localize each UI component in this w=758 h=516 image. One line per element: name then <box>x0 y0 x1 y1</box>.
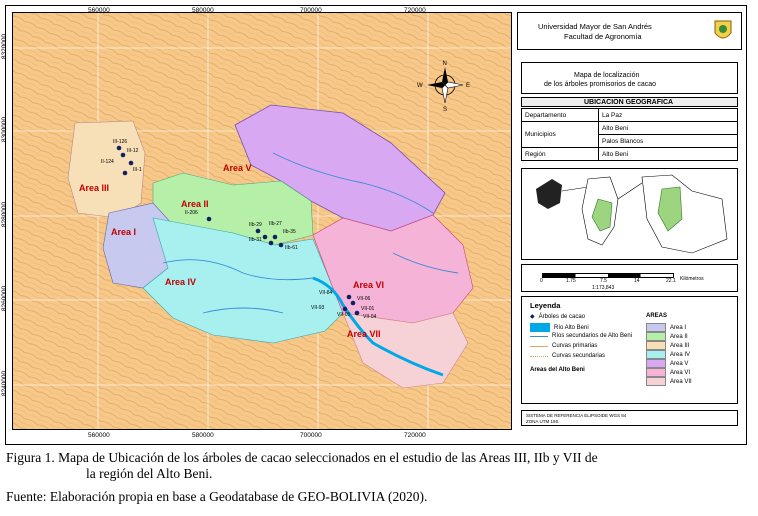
point-label: III-12 <box>127 148 139 154</box>
scale-tick: 0 <box>540 278 543 284</box>
side-panel <box>517 12 742 430</box>
map-title-line2: de los árboles promisorios de cacao <box>544 81 657 88</box>
area-v-label: Area V <box>223 163 252 173</box>
scale-tick: 1.75 <box>566 278 576 284</box>
area-iv-label: Area IV <box>165 277 197 287</box>
x-tick: 720000 <box>404 7 426 14</box>
legend-area: Area IV <box>646 350 690 359</box>
inset-map <box>522 169 737 259</box>
point-label: IIb-31 <box>249 237 262 243</box>
x-tick: 560000 <box>88 432 110 439</box>
map-title-box <box>521 62 738 94</box>
map-panel <box>12 12 512 430</box>
cacao-point <box>273 235 278 240</box>
legend-areas-region: Areas del Alto Beni <box>530 367 585 373</box>
point-label: III-1 <box>133 167 142 173</box>
y-tick: 8240000 <box>1 370 9 397</box>
area-i-label: Area I <box>111 227 137 237</box>
location-table <box>521 108 738 161</box>
cacao-point <box>347 295 352 300</box>
caption-line1: Figura 1. Mapa de Ubicación de los árboles de cacao seleccionados en el estudio de las Areas III, IIb y VII de <box>6 450 598 465</box>
crs-line1: SISTEMA DE REFERENCIA ELIPSOIDE WGS 84 <box>526 413 627 418</box>
table-value: La Paz <box>599 109 738 122</box>
legend-item: ◆ Árboles de cacao <box>530 313 585 320</box>
map-title-line1: Mapa de localización <box>574 72 640 79</box>
y-tick: 8300000 <box>1 116 9 143</box>
point-label: III-126 <box>113 139 128 145</box>
legend-area: Area VI <box>646 368 690 377</box>
scale-tick: 7.5 <box>600 278 607 284</box>
cacao-point <box>279 243 284 248</box>
legend-item: Ríos secundarios de Alto Beni <box>530 333 632 339</box>
point-label: VII-01 <box>361 306 375 312</box>
legend-area: Area I <box>646 323 686 332</box>
legend-area: Area V <box>646 359 688 368</box>
area-vi-label: Area VI <box>353 280 385 290</box>
y-tick: 8260000 <box>1 285 9 312</box>
legend-box <box>521 296 738 404</box>
crs-line2: ZONA UTM 19S <box>526 419 559 424</box>
legend-item: Curvas primarias <box>530 343 597 349</box>
x-tick: 700000 <box>300 432 322 439</box>
cacao-point <box>263 235 268 240</box>
cacao-point <box>117 146 122 151</box>
point-label: VII-06 <box>357 296 371 302</box>
point-label: II-124 <box>101 159 114 165</box>
y-tick: 8280000 <box>1 201 9 228</box>
x-tick: 700000 <box>300 7 322 14</box>
cacao-point <box>256 229 261 234</box>
university-seal-icon <box>713 19 733 43</box>
university-name: Universidad Mayor de San Andrés <box>538 22 652 31</box>
legend-item: Río Alto Beni <box>530 323 589 332</box>
compass-w: W <box>417 83 423 89</box>
scale-box <box>521 264 738 292</box>
point-label: VII-84 <box>319 290 333 296</box>
figure-caption <box>6 450 598 482</box>
scale-ratio: 1:173,843 <box>592 285 615 291</box>
cacao-point <box>351 301 356 306</box>
x-tick: 720000 <box>404 432 426 439</box>
cacao-point <box>123 171 128 176</box>
cacao-point <box>343 307 348 312</box>
table-value: Alto Beni <box>599 148 738 161</box>
caption-line2: la región del Alto Beni. <box>86 466 213 481</box>
point-label: IIb-29 <box>249 222 262 228</box>
legend-area: Area II <box>646 332 688 341</box>
figure-source: Fuente: Elaboración propia en base a Geodatabase de GEO-BOLIVIA (2020). <box>6 489 428 504</box>
area-iii-label: Area III <box>79 183 110 193</box>
scale-unit: Kilómetros <box>680 276 704 282</box>
cacao-point <box>269 241 274 246</box>
table-key: Departamento <box>522 109 599 122</box>
institution-box <box>517 12 742 50</box>
point-label: II-206 <box>185 210 198 216</box>
legend-item: Curvas secundarias <box>530 353 605 359</box>
point-label: VII-04 <box>363 314 377 320</box>
scale-bar <box>542 273 674 278</box>
ubicacion-header: UBICACION GEOGRAFICA <box>521 97 738 107</box>
faculty-name: Facultad de Agronomía <box>564 32 642 41</box>
compass-n: N <box>442 61 447 67</box>
legend-title: Leyenda <box>530 301 561 310</box>
compass-s: S <box>443 107 448 113</box>
table-key: Municipios <box>522 122 599 148</box>
cacao-point <box>121 153 126 158</box>
point-label: VII-05 <box>337 312 351 318</box>
point-label: IIb-27 <box>269 221 282 227</box>
cacao-point <box>129 161 134 166</box>
point-label: IIb-35 <box>283 229 296 235</box>
inset-map-box <box>521 168 738 260</box>
table-value: Alto Beni <box>599 122 738 135</box>
map-canvas <box>13 13 512 430</box>
point-label: VII-93 <box>311 305 325 311</box>
area-vii-label: Area VII <box>347 329 381 339</box>
table-key: Región <box>522 148 599 161</box>
legend-area: Area III <box>646 341 689 350</box>
scale-tick: 22.1 <box>666 278 676 284</box>
cacao-point <box>207 217 212 222</box>
scale-tick: 14 <box>634 278 640 284</box>
compass-e: E <box>466 83 471 89</box>
legend-areas-title: AREAS <box>646 313 668 319</box>
y-tick: 8320000 <box>1 33 9 60</box>
legend-area: Area VII <box>646 377 692 386</box>
x-tick: 580000 <box>192 432 214 439</box>
x-tick: 560000 <box>88 7 110 14</box>
cacao-point <box>355 311 360 316</box>
x-tick: 580000 <box>192 7 214 14</box>
area-ii-label: Area II <box>181 199 209 209</box>
point-label: IIb-61 <box>285 245 298 251</box>
table-value: Palos Blancos <box>599 135 738 148</box>
crs-box <box>521 410 738 426</box>
